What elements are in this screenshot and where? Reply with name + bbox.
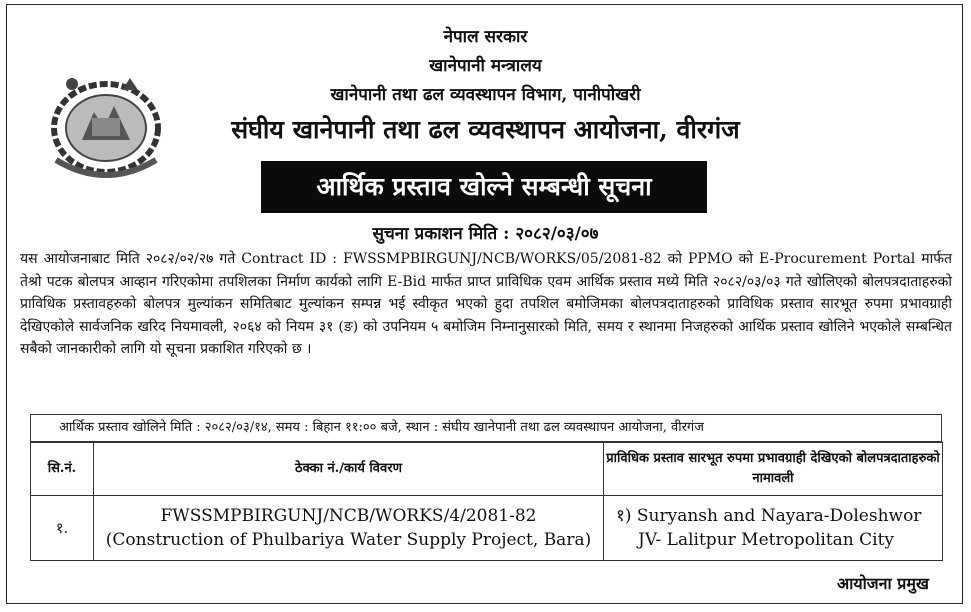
contract-cell xyxy=(94,496,604,561)
bidder-location: JV- Lalitpur Metropolitan City xyxy=(638,530,895,550)
bidders-table xyxy=(30,442,943,561)
table-header-row xyxy=(31,443,943,496)
notice-title-banner: आर्थिक प्रस्ताव खोल्ने सम्बन्धी सूचना xyxy=(261,161,707,213)
opening-info: आर्थिक प्रस्ताव खोलिने मिति : २०८२/०३/१४, समय : बिहान ११:०० बजे, स्थान : संघीय खानेपानी तथा ढल व्यवस्थापन आयोजना, वीरगंज xyxy=(30,414,942,442)
row-sn: १. xyxy=(31,496,94,561)
government-name: नेपाल सरकार xyxy=(443,27,528,47)
contract-header: ठेक्का नं./कार्य विवरण xyxy=(94,443,604,496)
bidder-name: १) Suryansh and Nayara-Doleshwor xyxy=(616,506,922,526)
sn-header: सि.नं. xyxy=(31,443,94,496)
table-row xyxy=(31,496,943,561)
publication-date: सुचना प्रकाशन मिति : २०८२/०३/०७ xyxy=(372,224,599,244)
contract-number: FWSSMPBIRGUNJ/NCB/WORKS/4/2081-82 xyxy=(160,506,537,526)
ministry-name: खानेपानी मन्त्रालय xyxy=(429,56,542,76)
bidders-header: प्राविधिक प्रस्ताव सारभूत रुपमा प्रभावग्राही देखिएको बोलपत्रदाताहरुको नामावली xyxy=(604,443,943,496)
project-name: संघीय खानेपानी तथा ढल व्यवस्थापन आयोजना, वीरगंज xyxy=(231,115,740,144)
signature-title: आयोजना प्रमुख xyxy=(836,574,929,593)
contract-description: (Construction of Phulbariya Water Supply Project, Bara) xyxy=(105,530,592,550)
notice-body: यस आयोजनाबाट मिति २०८२/०२/२७ गते Contract ID : FWSSMPBIRGUNJ/NCB/WORKS/05/2081-82 को PPMO को E-Procurement Portal मार्फत तेश्रो पटक बोलपत्र आव्हान गरिएकोमा तपशिलका निर्माण कार्यको लागि E-Bid मार्फत प्राप्त प्राविधिक एवम आर्थिक प्रस्ताव मध्ये मिति २०८२/०३/०३ गते खोलिएको बोलपत्रदाताहरुको प्राविधिक प्रस्तावहरुको बोलपत्र मुल्यांकन समितिबाट मुल्यांकन सम्पन्न भई स्वीकृत भएको हुदा तपशिल बमोजिमका बोलपत्रदाताहरुको प्राविधिक प्रस्ताव सारभूत रुपमा प्रभावग्राही देखिएकोले सार्वजनिक खरिद नियमावली, २०६४ को नियम ३१ (ङ) को उपनियम ५ बमोजिम निम्नानुसारको मिति, समय र स्थानमा निजहरुको आर्थिक प्रस्ताव खोलिने भएकोले सम्बन्धित सबैको जानकारीको लागि यो सूचना प्रकाशित गरिएको छ । xyxy=(20,251,952,357)
bidder-cell xyxy=(604,496,943,561)
department-name: खानेपानी तथा ढल व्यवस्थापन विभाग, पानीपोखरी xyxy=(330,85,641,105)
